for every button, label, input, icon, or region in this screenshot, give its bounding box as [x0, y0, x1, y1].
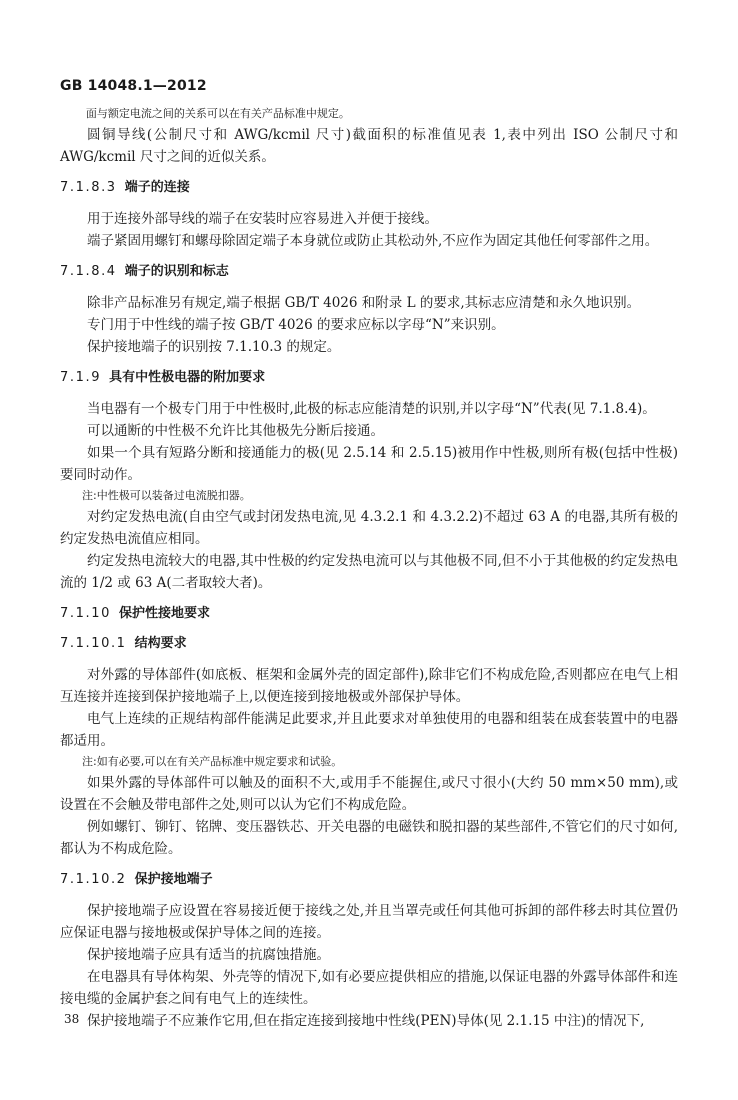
heading-7-1-8-4 — [60, 262, 678, 282]
section-number: 7.1.10 — [60, 606, 111, 621]
paragraph-exposed-parts: 对外露的导体部件(如底板、框架和金属外壳的固定部件),除非它们不构成危险,否则都应在电气上相互连接并连接到保护接地端子上,以便连接到接地极或外部保护导体。 — [60, 667, 678, 705]
section-title: 端子的识别和标志 — [124, 264, 229, 279]
paragraph-examples: 例如螺钉、铆钉、铭牌、变压器铁芯、开关电器的电磁铁和脱扣器的某些部件,不管它们的尺寸如何,都认为不构成危险。 — [60, 819, 678, 857]
paragraph-corrosion: 保护接地端子应具有适当的抗腐蚀措施。 — [87, 947, 330, 963]
paragraph-thermal-current-large: 约定发热电流较大的电器,其中性极的约定发热电流可以与其他极不同,但不小于其他极的约定发热电流的 1/2 或 63 A(二者取较大者)。 — [60, 553, 678, 591]
section-title: 具有中性极电器的附加要求 — [109, 370, 266, 385]
heading-7-1-10 — [60, 604, 678, 624]
paragraph-thermal-current-small: 对约定发热电流(自由空气或封闭发热电流,见 4.3.2.1 和 4.3.2.2)不超过 63 A 的电器,其所有极的约定发热电流值应相同。 — [60, 509, 678, 547]
section-title: 保护性接地要求 — [118, 606, 210, 621]
section-title: 保护接地端子 — [134, 872, 213, 887]
note-product-standard-test: 注:如有必要,可以在有关产品标准中规定要求和试验。 — [82, 755, 343, 768]
paragraph-structural-parts: 电气上连续的正规结构部件能满足此要求,并且此要求对单独使用的电器和组装在成套装置中的电器都适用。 — [60, 711, 678, 749]
section-number: 7.1.10.1 — [60, 636, 127, 651]
paragraph-terminal-access: 用于连接外部导线的端子在安装时应容易进入并便于接线。 — [87, 211, 438, 227]
paragraph-wire-sizes: 圆铜导线(公制尺寸和 AWG/kcmil 尺寸)截面积的标准值见表 1,表中列出 ISO 公制尺寸和 AWG/kcmil 尺寸之间的近似关系。 — [60, 127, 678, 165]
paragraph-neutral-switching: 可以通断的中性极不允许比其他极先分断后接通。 — [87, 423, 384, 439]
note-current-relation: 面与额定电流之间的关系可以在有关产品标准中规定。 — [85, 107, 350, 120]
paragraph-terminal-location: 保护接地端子应设置在容易接近便于接线之处,并且当罩壳或任何其他可拆卸的部件移去时其位置仍应保证电器与接地极或保护导体之间的连接。 — [60, 903, 678, 941]
heading-7-1-10-1 — [60, 634, 678, 654]
paragraph-short-circuit-pole: 如果一个具有短路分断和接通能力的极(见 2.5.14 和 2.5.15)被用作中性极,则所有极(包括中性极)要同时动作。 — [60, 445, 678, 483]
heading-7-1-8-3 — [60, 178, 678, 198]
section-number: 7.1.10.2 — [60, 872, 127, 887]
paragraph-pen-conductor: 保护接地端子不应兼作它用,但在指定连接到接地中性线(PEN)导体(见 2.1.15 中注)的情况下, — [87, 1013, 645, 1029]
section-title: 结构要求 — [134, 636, 187, 651]
paragraph-neutral-terminal: 专门用于中性线的端子按 GB/T 4026 的要求应标以字母“N”来识别。 — [87, 317, 505, 333]
paragraph-terminal-screws: 端子紧固用螺钉和螺母除固定端子本身就位或防止其松动外,不应作为固定其他任何零部件之用。 — [87, 233, 659, 249]
paragraph-protective-terminal-id: 保护接地端子的识别按 7.1.10.3 的规定。 — [87, 339, 341, 355]
heading-7-1-10-2 — [60, 870, 678, 890]
section-title: 端子的连接 — [124, 180, 190, 195]
section-number: 7.1.8.4 — [60, 264, 117, 279]
document-body — [60, 104, 678, 1032]
page-number: 38 — [64, 1012, 80, 1026]
paragraph-terminal-marking: 除非产品标准另有规定,端子根据 GB/T 4026 和附录 L 的要求,其标志应清楚和永久地识别。 — [87, 295, 641, 311]
paragraph-small-parts: 如果外露的导体部件可以触及的面积不大,或用手不能握住,或尺寸很小(大约 50 mm×50 mm),或设置在不会触及带电部件之处,则可以认为它们不构成危险。 — [60, 775, 678, 813]
section-number: 7.1.9 — [60, 370, 102, 385]
note-neutral-release: 注:中性极可以装备过电流脱扣器。 — [82, 489, 251, 502]
paragraph-neutral-pole: 当电器有一个极专门用于中性极时,此极的标志应能清楚的识别,并以字母“N”代表(见 7.1.8.4)。 — [87, 401, 656, 417]
standard-code: GB 14048.1—2012 — [60, 78, 207, 94]
paragraph-conductive-frame: 在电器具有导体构架、外壳等的情况下,如有必要应提供相应的措施,以保证电器的外露导体部件和连接电缆的金属护套之间有电气上的连续性。 — [60, 969, 678, 1007]
heading-7-1-9 — [60, 368, 678, 388]
section-number: 7.1.8.3 — [60, 180, 117, 195]
